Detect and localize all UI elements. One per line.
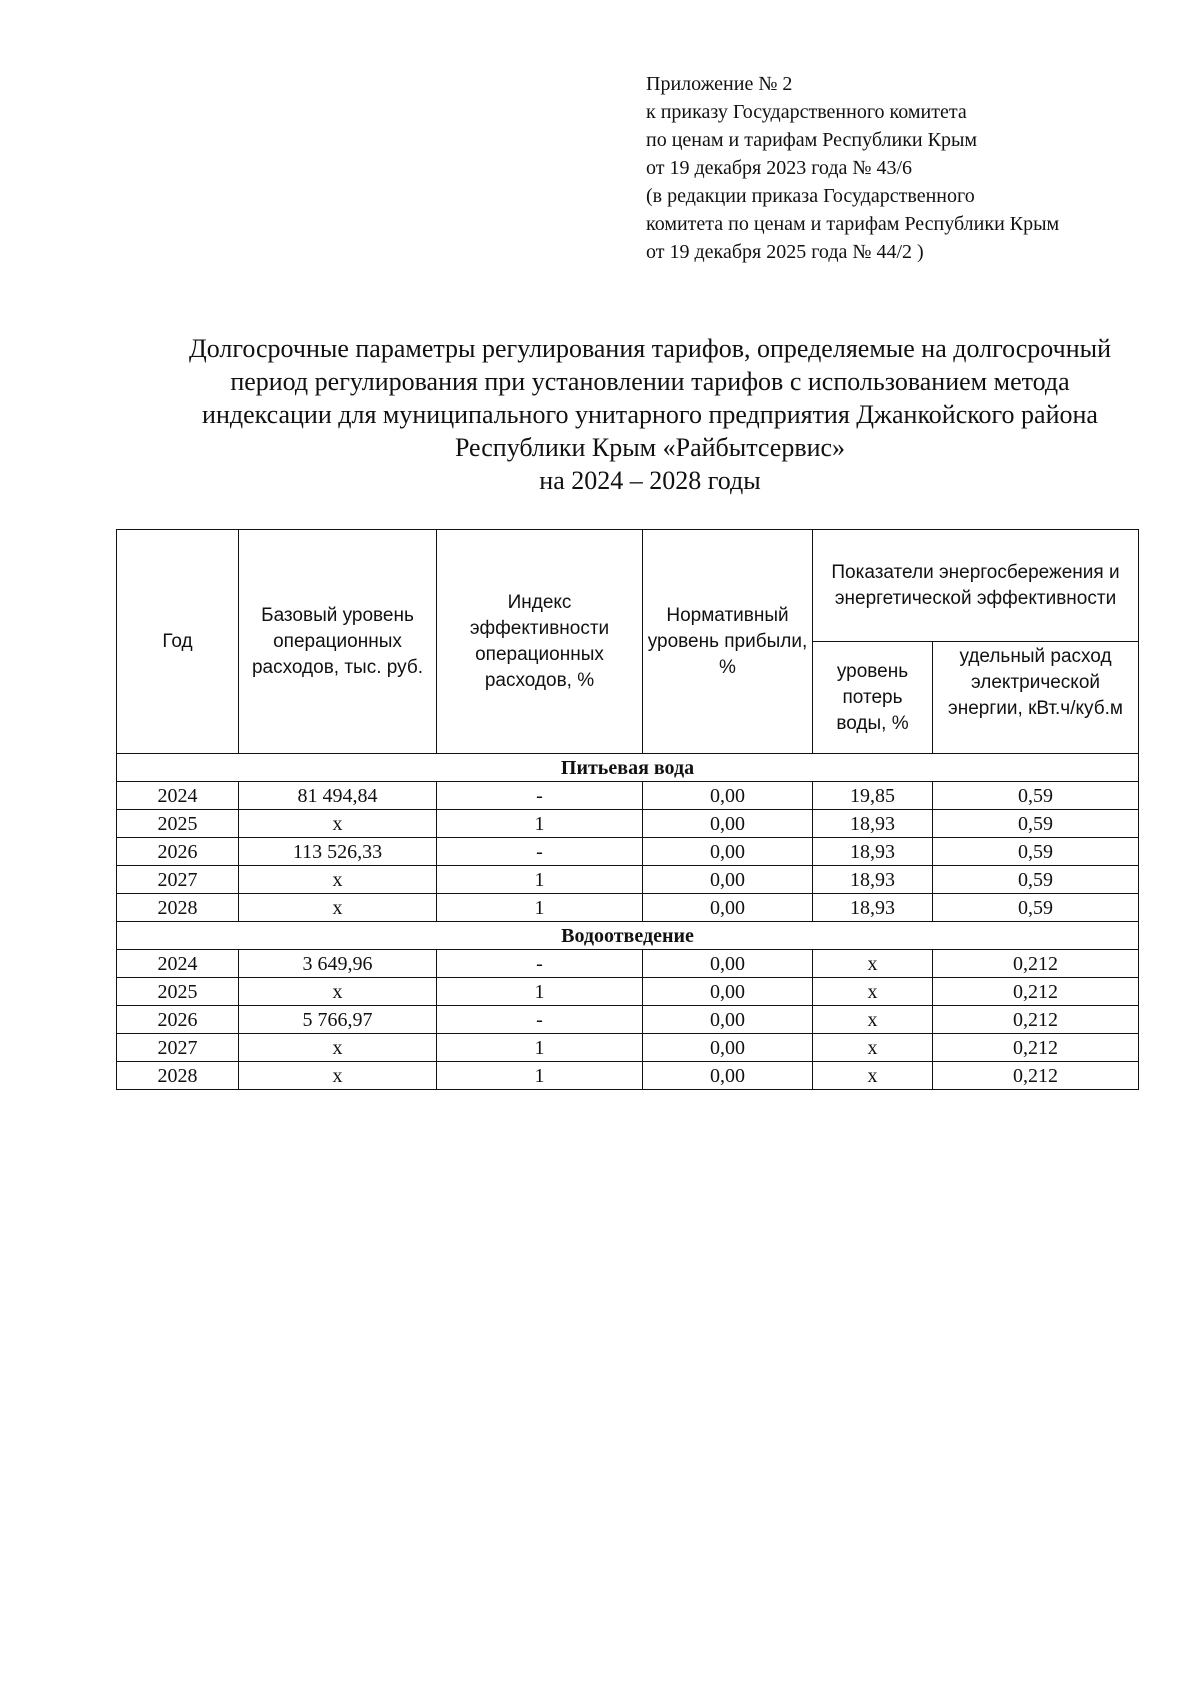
- title-line: индексации для муниципального унитарного предприятия Джанкойского района: [202, 400, 1098, 429]
- appendix-line: комитета по ценам и тарифам Республики Крым: [646, 213, 1060, 235]
- table-row: [117, 810, 1139, 838]
- table-cell: 19,85: [813, 782, 933, 810]
- table-cell: 18,93: [813, 810, 933, 838]
- table-cell: 18,93: [813, 894, 933, 922]
- table-cell: 5 766,97: [239, 1006, 437, 1034]
- table-cell: 0,59: [933, 894, 1139, 922]
- table-cell: 1: [437, 894, 643, 922]
- section-row: [117, 922, 1139, 950]
- table-cell: x: [239, 810, 437, 838]
- table-row: [117, 1034, 1139, 1062]
- table-cell: x: [239, 894, 437, 922]
- table-cell: x: [813, 1006, 933, 1034]
- header-year: Год: [117, 530, 239, 754]
- table-cell: x: [239, 1034, 437, 1062]
- table-cell: x: [813, 950, 933, 978]
- table-cell: 0,00: [643, 1034, 813, 1062]
- table-cell: 81 494,84: [239, 782, 437, 810]
- table-cell: x: [813, 1034, 933, 1062]
- header-efficiency-index: Индекс эффективности операционных расходов, %: [437, 530, 643, 754]
- table-cell: 0,00: [643, 894, 813, 922]
- table-body: [117, 754, 1139, 1090]
- table-cell: 0,00: [643, 838, 813, 866]
- table-cell: x: [239, 866, 437, 894]
- table-cell: 1: [437, 978, 643, 1006]
- appendix-line: Приложение № 2: [646, 73, 793, 95]
- table-cell: 2027: [117, 1034, 239, 1062]
- table-row: [117, 894, 1139, 922]
- table-cell: 2027: [117, 866, 239, 894]
- table-cell: 0,00: [643, 866, 813, 894]
- title-line: Республики Крым «Райбытсервис»: [454, 433, 846, 462]
- section-title: Питьевая вода: [117, 754, 1139, 782]
- header-profit-level: Нормативный уровень прибыли, %: [643, 530, 813, 754]
- table-cell: 0,00: [643, 810, 813, 838]
- table-cell: 2024: [117, 950, 239, 978]
- table-cell: x: [239, 1062, 437, 1090]
- table-cell: -: [437, 1006, 643, 1034]
- table-cell: 2026: [117, 1006, 239, 1034]
- title-line: период регулирования при установлении тарифов с использованием метода: [230, 367, 1070, 396]
- table-cell: 2028: [117, 894, 239, 922]
- table-cell: 0,00: [643, 978, 813, 1006]
- table-cell: 1: [437, 1062, 643, 1090]
- table-row: [117, 1062, 1139, 1090]
- title-line: на 2024 – 2028 годы: [539, 466, 761, 495]
- table-cell: 0,212: [933, 950, 1139, 978]
- appendix-line: от 19 декабря 2023 года № 43/6: [646, 157, 913, 179]
- table-row: [117, 950, 1139, 978]
- title-line: Долгосрочные параметры регулирования тарифов, определяемые на долгосрочный: [188, 334, 1112, 363]
- table-cell: 1: [437, 810, 643, 838]
- table-cell: 2028: [117, 1062, 239, 1090]
- appendix-line: от 19 декабря 2025 года № 44/2 ): [646, 241, 924, 263]
- table-cell: 18,93: [813, 866, 933, 894]
- header-water-loss: уровень потерь воды, %: [813, 642, 933, 754]
- table-cell: 2025: [117, 810, 239, 838]
- section-row: [117, 754, 1139, 782]
- table-cell: 0,59: [933, 782, 1139, 810]
- table-cell: 2026: [117, 838, 239, 866]
- table-cell: x: [813, 978, 933, 1006]
- table-cell: 0,212: [933, 1006, 1139, 1034]
- table-cell: 0,59: [933, 838, 1139, 866]
- header-base-level: Базовый уровень операционных расходов, тыс. руб.: [239, 530, 437, 754]
- table-cell: x: [239, 978, 437, 1006]
- table-row: [117, 978, 1139, 1006]
- table-cell: 1: [437, 1034, 643, 1062]
- table-cell: 3 649,96: [239, 950, 437, 978]
- table-cell: 0,212: [933, 1034, 1139, 1062]
- table-cell: -: [437, 782, 643, 810]
- section-title: Водоотведение: [117, 922, 1139, 950]
- table-cell: 0,00: [643, 1006, 813, 1034]
- tariff-parameters-table: [116, 529, 1139, 1090]
- appendix-note: [646, 70, 1059, 266]
- table-cell: 1: [437, 866, 643, 894]
- table-cell: -: [437, 838, 643, 866]
- table-cell: 0,212: [933, 1062, 1139, 1090]
- table-cell: 2024: [117, 782, 239, 810]
- appendix-line: (в редакции приказа Государственного: [646, 185, 975, 207]
- table-cell: 0,212: [933, 978, 1139, 1006]
- table-row: [117, 782, 1139, 810]
- table-cell: 113 526,33: [239, 838, 437, 866]
- appendix-line: по ценам и тарифам Республики Крым: [646, 129, 978, 151]
- table-cell: 0,00: [643, 950, 813, 978]
- header-energy-group: Показатели энергосбережения и энергетической эффективности: [813, 530, 1139, 642]
- table-row: [117, 838, 1139, 866]
- table-cell: -: [437, 950, 643, 978]
- table-row: [117, 1006, 1139, 1034]
- header-energy-consumption: удельный расход электрической энергии, кВт.ч/куб.м: [933, 642, 1139, 754]
- table-cell: 0,00: [643, 1062, 813, 1090]
- table-cell: 0,59: [933, 866, 1139, 894]
- table-cell: 0,59: [933, 810, 1139, 838]
- table-cell: 0,00: [643, 782, 813, 810]
- table-row: [117, 866, 1139, 894]
- table-cell: 18,93: [813, 838, 933, 866]
- table-cell: x: [813, 1062, 933, 1090]
- table-cell: 2025: [117, 978, 239, 1006]
- appendix-line: к приказу Государственного комитета: [646, 101, 967, 123]
- document-title: [100, 332, 1200, 497]
